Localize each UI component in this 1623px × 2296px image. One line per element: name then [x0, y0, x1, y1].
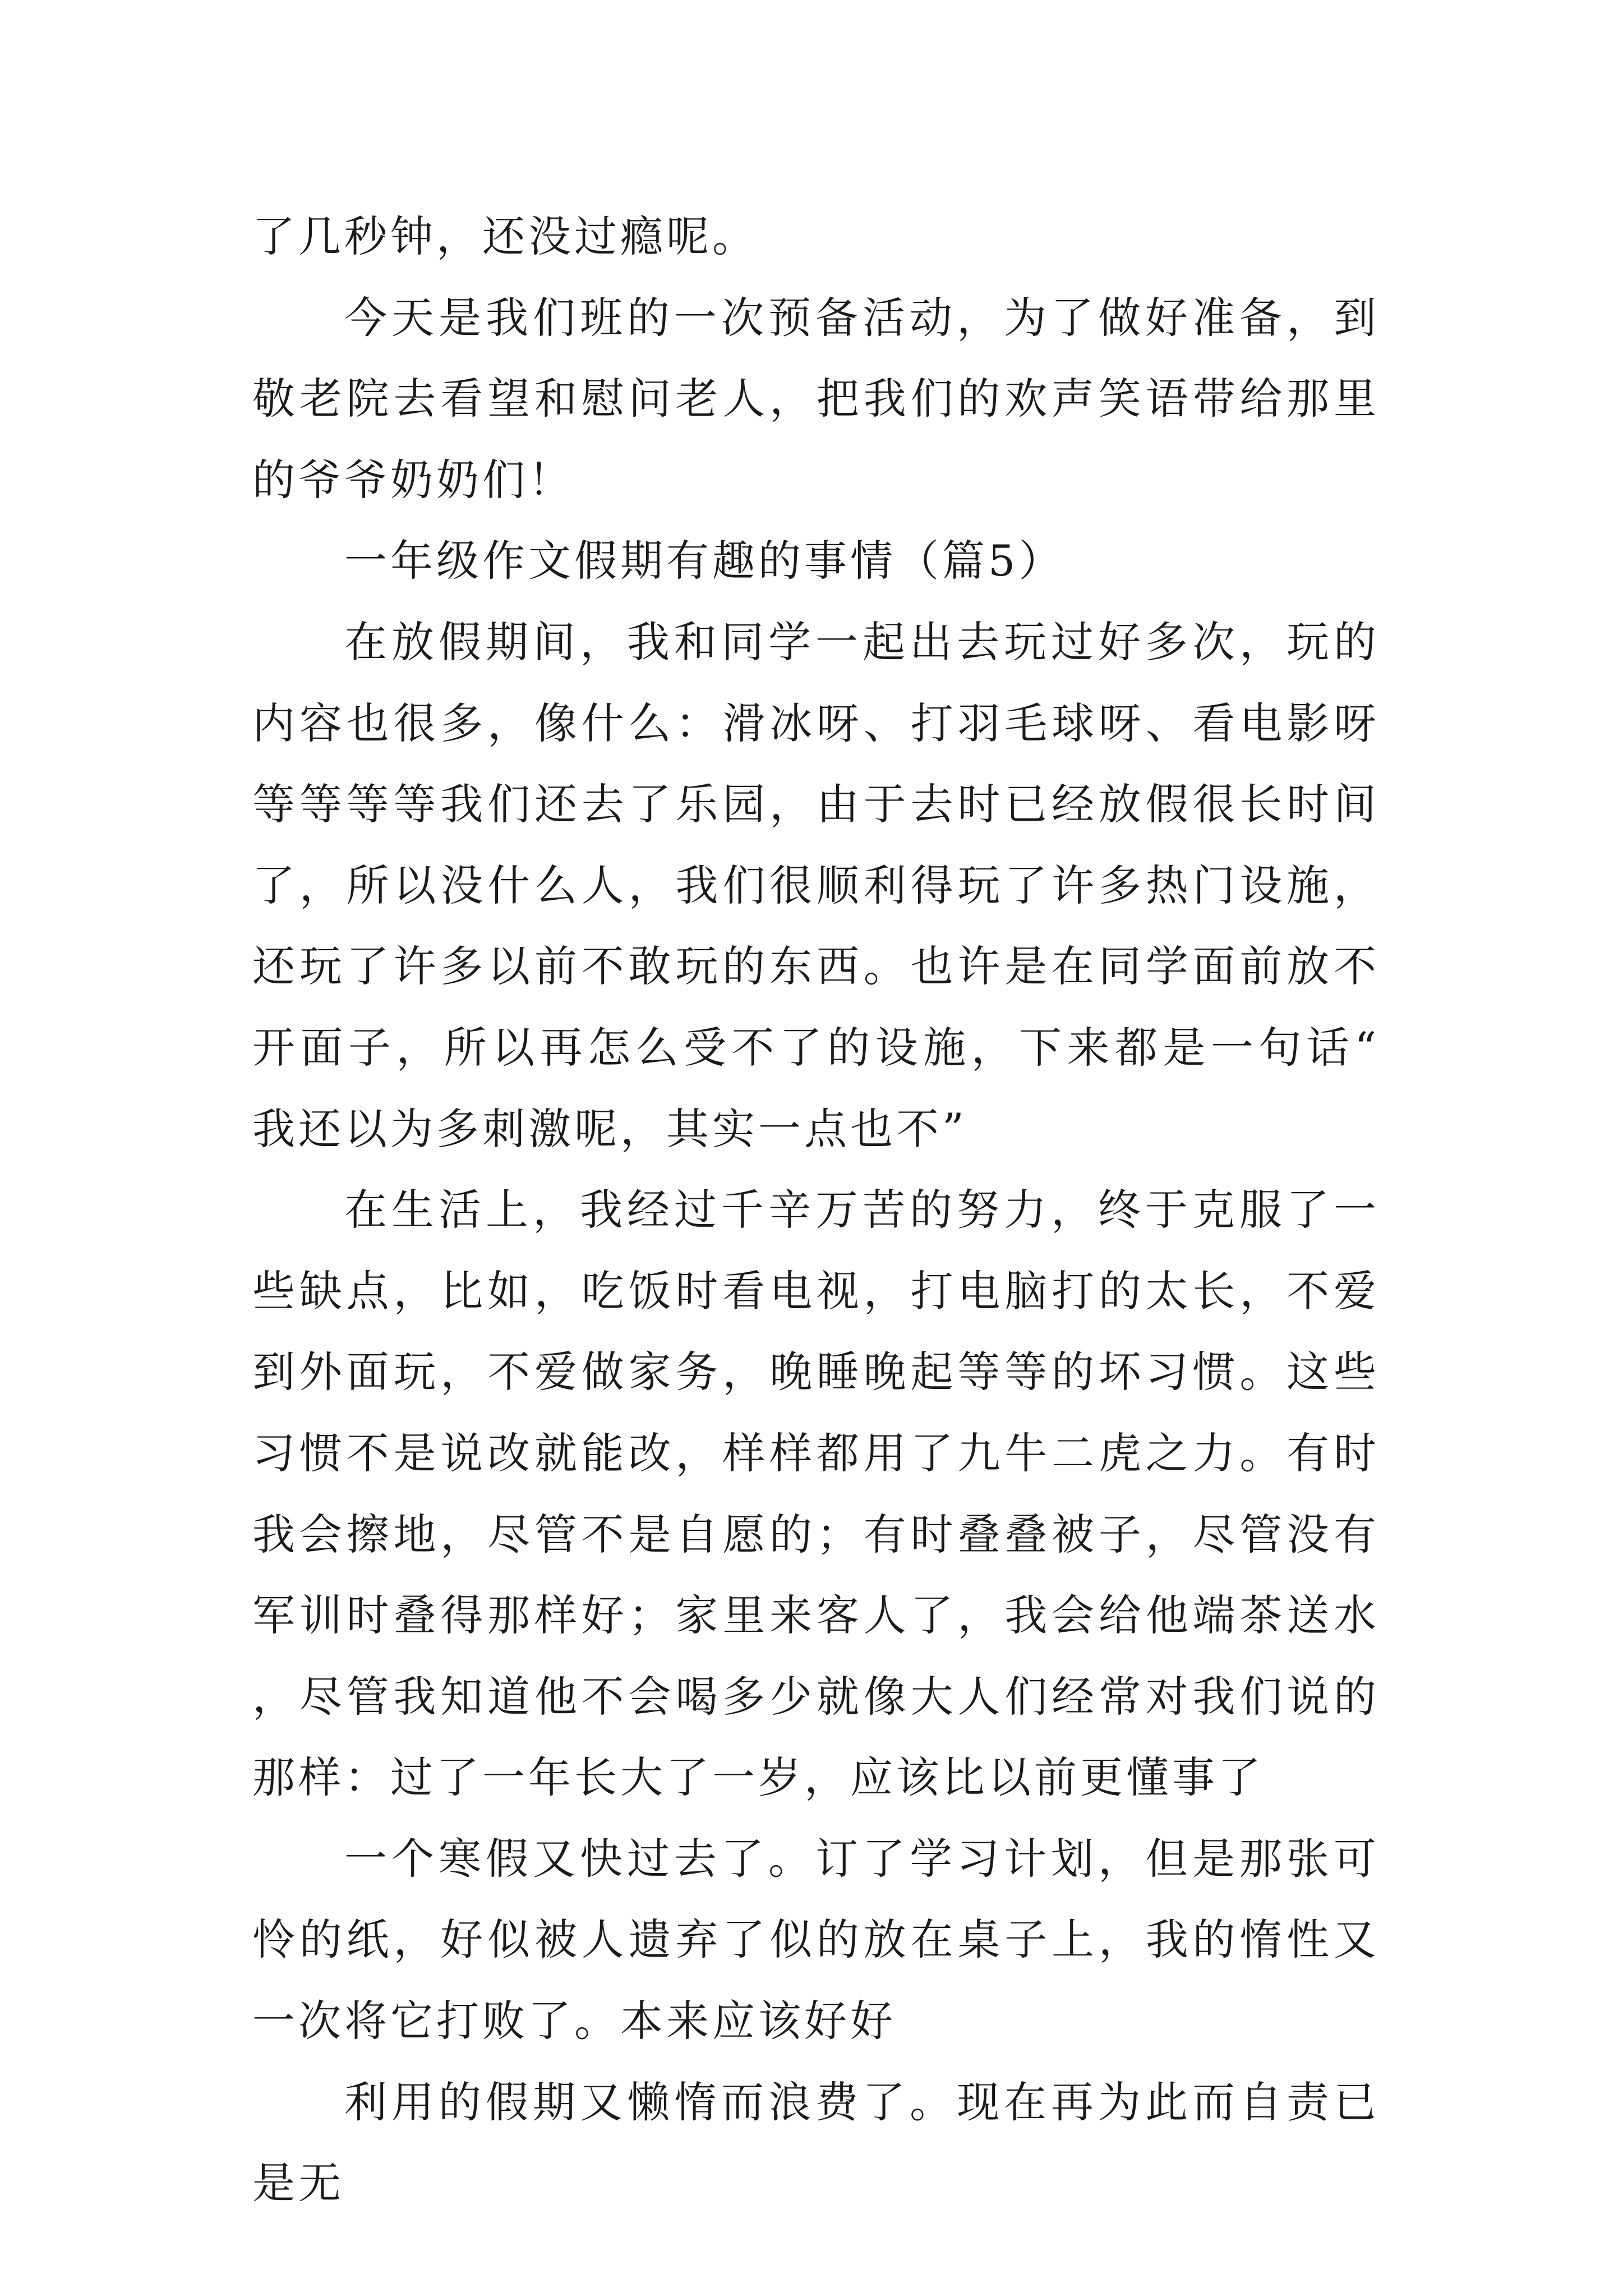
paragraph-activity: 今天是我们班的一次预备活动，为了做好准备，到敬老院去看望和慰问老人，把我们的欢声笑语带给那里的爷爷奶奶们！ — [252, 292, 1380, 505]
paragraph-winter-break: 一个寒假又快过去了。订了学习计划，但是那张可怜的纸，好似被人遗弃了似的放在桌子上，我的惰性又一次将它打败了。本来应该好好 — [252, 1833, 1380, 2046]
essay-title: 一年级作文假期有趣的事情（篇5） — [344, 536, 1065, 586]
paragraph-vacation-fun: 在放假期间，我和同学一起出去玩过好多次，玩的内容也很多，像什么：滑冰呀、打羽毛球呀、看电影呀等等等等我们还去了乐园，由于去时已经放假很长时间了，所以没什么人，我们很顺利得玩了许多热门设施，还玩了许多以前不敢玩的东西。也许是在同学面前放不开面子，所以再怎么受不了的设施，下来都是一句话“我还以为多刺激呢，其实一点也不” — [252, 616, 1380, 1154]
paragraph-life-habits: 在生活上，我经过千辛万苦的努力，终于克服了一些缺点，比如，吃饭时看电视，打电脑打的太长，不爱到外面玩，不爱做家务，晚睡晚起等等的坏习惯。这些习惯不是说改就能改，样样都用了九牛二虎之力。有时我会擦地，尽管不是自愿的；有时叠叠被子，尽管没有军训时叠得那样好；家里来客人了，我会给他端茶送水，尽管我知道他不会喝多少就像大人们经常对我们说的那样：过了一年长大了一岁，应该比以前更懂事了 — [252, 1185, 1380, 1803]
paragraph-continuation: 了几秒钟，还没过瘾呢。 — [252, 211, 758, 261]
paragraph-wasted-holiday: 利用的假期又懒惰而浪费了。现在再为此而自责已是无 — [252, 2077, 1380, 2208]
document-body — [252, 196, 1380, 2224]
